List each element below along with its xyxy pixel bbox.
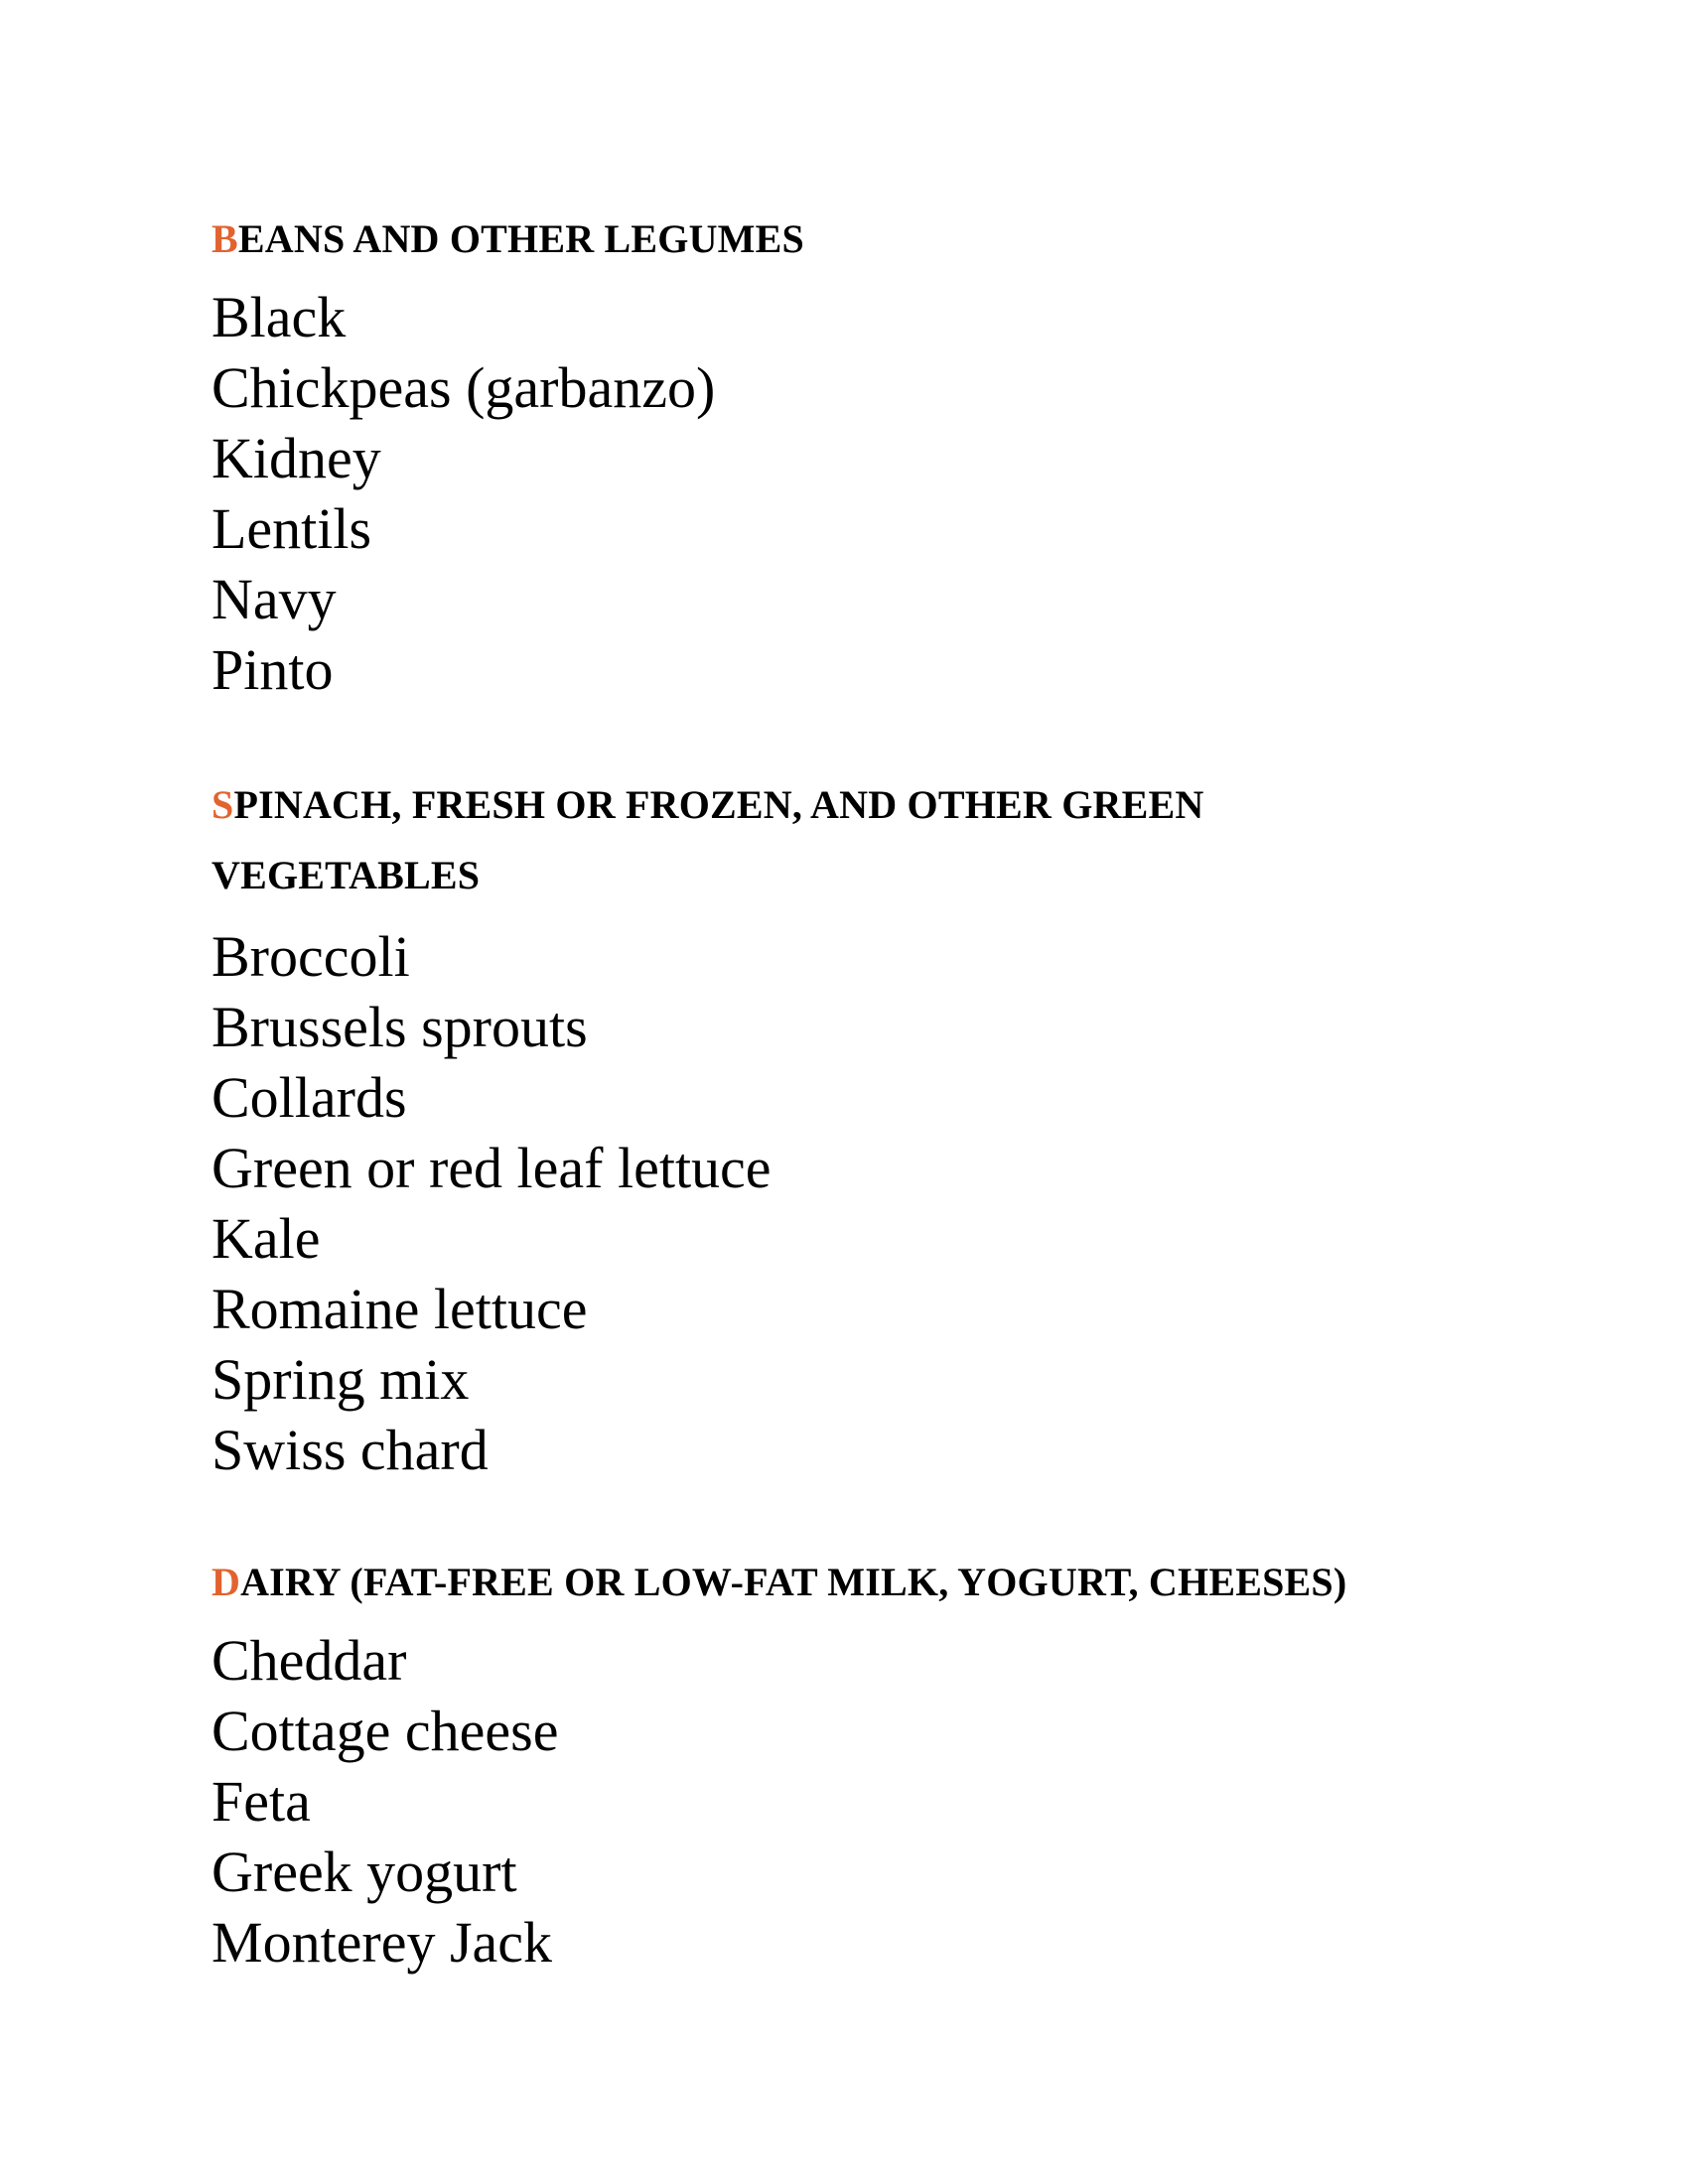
list-item: Broccoli	[211, 924, 410, 989]
list-item: Kale	[211, 1206, 321, 1271]
list-item: Romaine lettuce	[211, 1277, 588, 1341]
heading-initial: D	[211, 1560, 241, 1604]
section-dairy	[211, 1547, 1502, 1978]
heading-initial: B	[211, 216, 238, 261]
list-item: Monterey Jack	[211, 1910, 553, 1975]
list-item: Brussels sprouts	[211, 995, 588, 1059]
list-item: Black	[211, 285, 347, 349]
section-green-vegetables	[211, 769, 1502, 1485]
item-list	[211, 921, 1502, 1485]
list-item: Feta	[211, 1769, 311, 1834]
list-item: Collards	[211, 1065, 407, 1130]
heading-initial: S	[211, 782, 234, 827]
item-list	[211, 1625, 1502, 1978]
list-item: Kidney	[211, 426, 381, 490]
list-item: Lentils	[211, 496, 372, 561]
section-heading	[211, 769, 1304, 910]
list-item: Swiss chard	[211, 1418, 489, 1482]
item-list	[211, 282, 1502, 705]
section-heading	[211, 204, 1502, 274]
list-item: Navy	[211, 567, 337, 631]
section-beans-legumes	[211, 204, 1502, 705]
list-item: Greek yogurt	[211, 1840, 517, 1904]
list-item: Chickpeas (garbanzo)	[211, 355, 716, 420]
list-item: Spring mix	[211, 1347, 470, 1412]
heading-text: PINACH, FRESH OR FROZEN, AND OTHER GREEN VEGETABLES	[211, 782, 1204, 897]
heading-text: AIRY (FAT-FREE OR LOW-FAT MILK, YOGURT, CHEESES)	[240, 1560, 1347, 1604]
list-item: Green or red leaf lettuce	[211, 1136, 772, 1200]
heading-text: EANS AND OTHER LEGUMES	[237, 216, 804, 261]
list-item: Cottage cheese	[211, 1699, 559, 1763]
list-item: Pinto	[211, 637, 334, 702]
section-heading	[211, 1547, 1502, 1617]
list-item: Cheddar	[211, 1628, 407, 1693]
